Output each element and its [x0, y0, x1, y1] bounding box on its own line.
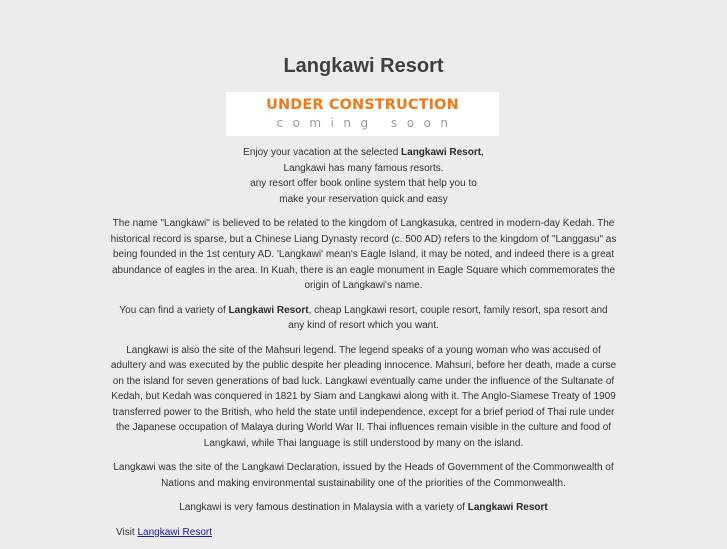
variety-bold: Langkawi Resort [228, 304, 309, 316]
destination-paragraph [110, 500, 617, 516]
visit-paragraph [116, 525, 617, 541]
variety-suffix: , cheap Langkawi resort, couple resort, family resort, spa resort and any kind of resort which you want. [288, 304, 608, 331]
intro-line2: Langkawi has many famous resorts. [283, 162, 444, 174]
history-paragraph: The name "Langkawi" is believed to be related to the kingdom of Langkasuka, centred in modern-day Kedah. The historical record is sparse, but a Chinese Liang Dynasty record (c. 500 AD) refers to the kingdom of "Langgasu" as being founded in the 1st century AD. 'Langkawi' mean's Eagle Island, it may be noted, and indeed there is a great abundance of eagles in the area. In Kuah, there is an eagle monument in Eagle Square which commemorates the origin of Langkawi's name. [110, 218, 617, 291]
variety-prefix: You can find a variety of [119, 304, 229, 316]
intro-line1-bold: Langkawi Resort [401, 147, 482, 158]
variety-paragraph [110, 303, 617, 334]
under-construction-banner [226, 92, 499, 136]
visit-prefix: Visit [116, 526, 138, 538]
intro-line4: make your reservation quick and easy [279, 193, 448, 205]
intro-line1-suffix: , [481, 147, 484, 158]
banner-title: UNDER CONSTRUCTION [266, 97, 459, 113]
intro-line1-prefix: Enjoy your vacation at the selected [243, 147, 402, 158]
declaration-paragraph: Langkawi was the site of the Langkawi Declaration, issued by the Heads of Government of the Commonwealth of Nations and making environmental sustainability one of the priorities of the Commonwealth. [113, 462, 614, 489]
main-content [110, 145, 617, 549]
intro-paragraph [110, 145, 617, 207]
visit-langkawi-resort-link[interactable]: Langkawi Resort [137, 526, 212, 538]
banner-subtitle: coming soon [276, 116, 458, 130]
destination-bold: Langkawi Resort [467, 502, 548, 513]
page-title: Langkawi Resort [283, 55, 444, 77]
destination-prefix: Langkawi is very famous destination in Malaysia with a variety of [179, 502, 468, 513]
intro-line3: any resort offer book online system that help you to [250, 178, 477, 189]
legend-paragraph: Langkawi is also the site of the Mahsuri legend. The legend speaks of a young woman who was accused of adultery and was executed by the public despite her pleading innocence. Mahsuri, before her death, made a curse on the island for seven generations of bad luck. Langkawi eventually came under the influence of the Sultanate of Kedah, but Kedah was conquered in 1821 by Siam and Langkawi along with it. The Anglo-Siamese Treaty of 1909 transferred power to the British, who held the state until independence, except for a brief period of Thai rule under the Japanese occupation of Malaya during World War II. Thai influences remain visible in the culture and food of Langkawi, while Thai language is still understood by many on the island. [110, 344, 617, 449]
